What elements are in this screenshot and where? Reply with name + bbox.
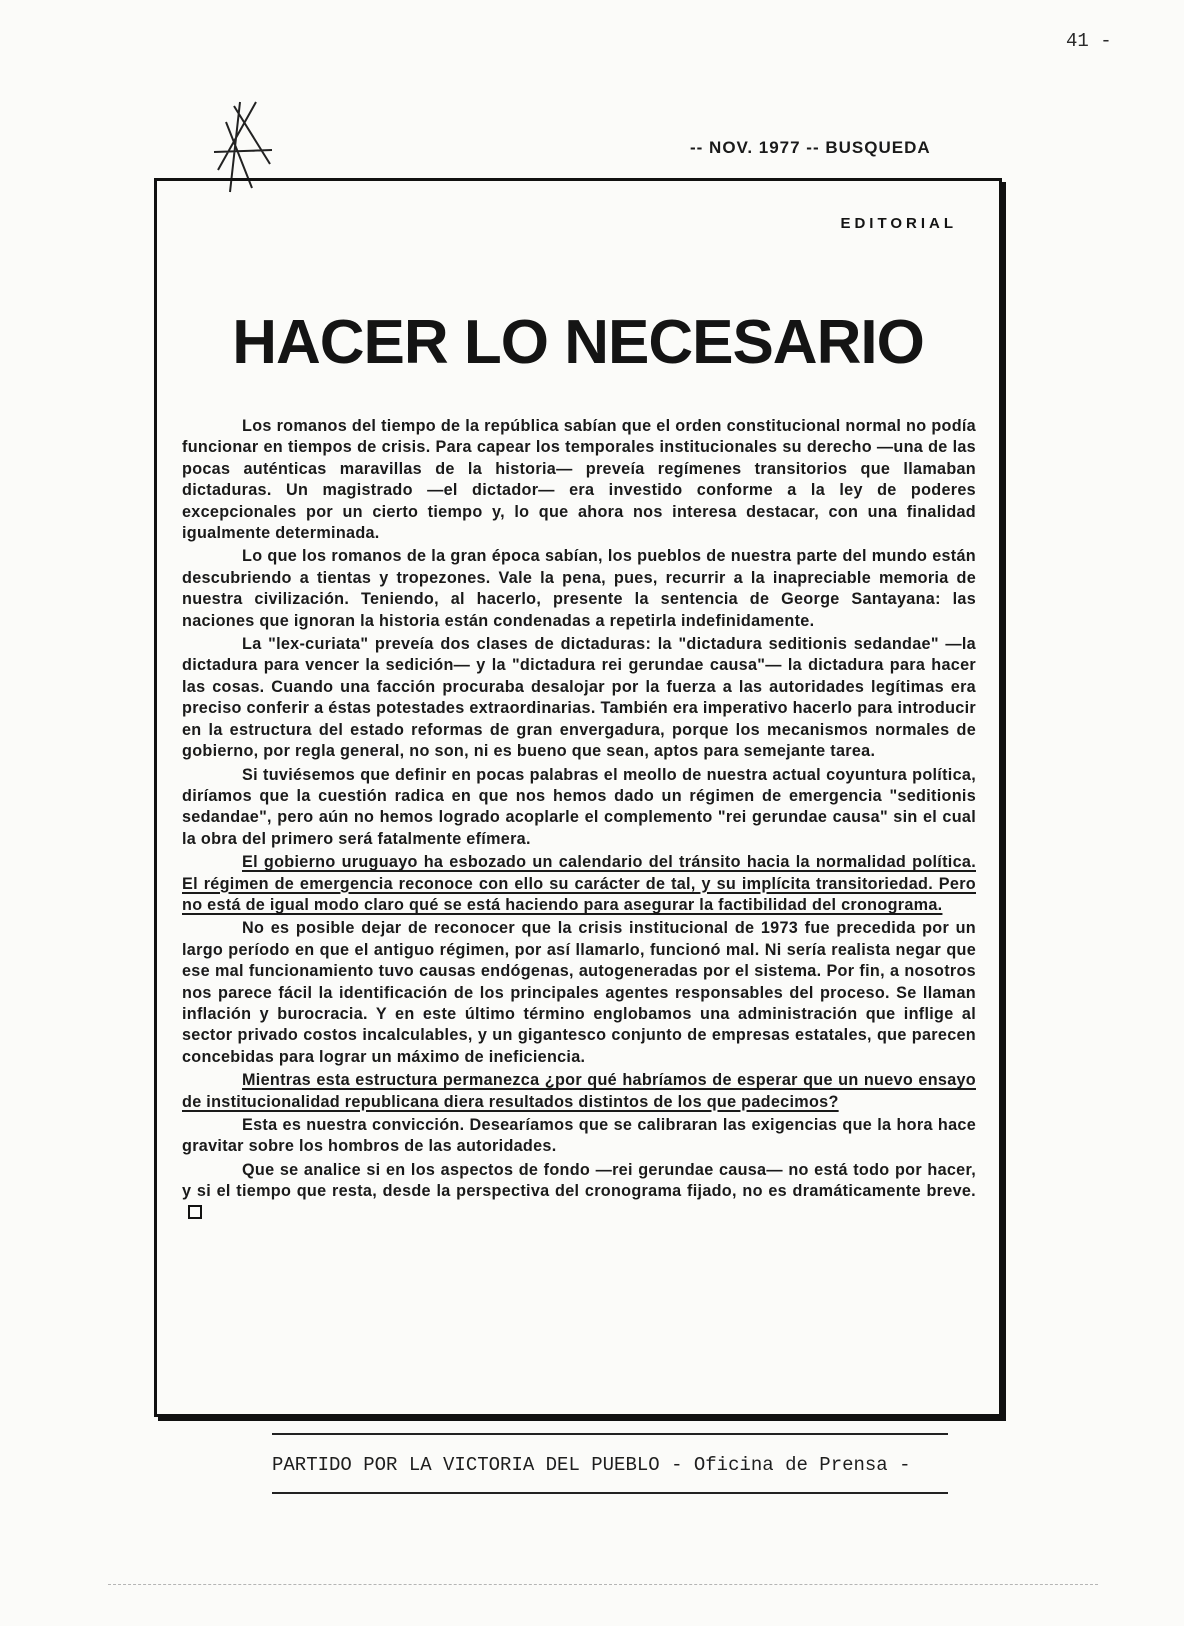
scan-edge-line — [108, 1584, 1098, 1585]
paragraph-7-text: Mientras esta estructura permanezca ¿por qué habríamos de esperar que un nuevo ensayo de institucionalidad republicana diera resultados distintos de los que padecimos? — [182, 1071, 976, 1111]
footer-rule-top — [272, 1433, 948, 1435]
section-label: EDITORIAL — [840, 215, 957, 232]
headline: HACER LO NECESARIO — [232, 308, 924, 377]
paragraph-1: Los romanos del tiempo de la república sabían que el orden constitucional normal no podía funcionar en tiempos de crisis. Para capear los temporales institucionales su derecho —una de las pocas auténticas maravillas de la historia— preveía regímenes transitorios que llamaban dictaduras. Un magistrado —el dictador— era investido conforme a la ley de poderes excepcionales por un cierto tiempo y, lo que ahora nos interesa destacar, con una finalidad igualmente determinada. — [182, 417, 976, 543]
end-square-icon — [188, 1205, 202, 1219]
editorial-frame — [154, 178, 1002, 1417]
paragraph-2: Lo que los romanos de la gran época sabían, los pueblos de nuestra parte del mundo están descubriendo a tientas y tropezones. Vale la pena, pues, recurrir a la inapreciable memoria de nuestra civilización. Teniendo, al hacerlo, presente la sentencia de George Santayana: las naciones que ignoran la historia están condenadas a repetirla indefinidamente. — [182, 547, 976, 630]
paragraph-7-underlined — [182, 1070, 976, 1113]
footer-rule-bottom — [272, 1492, 948, 1494]
header-note: -- NOV. 1977 -- BUSQUEDA — [690, 138, 931, 157]
paragraph-9: Que se analice si en los aspectos de fondo —rei gerundae causa— no está todo por hacer, y si el tiempo que resta, desde la perspectiva del cronograma fijado, no es dramáticamente breve. — [182, 1160, 976, 1201]
paragraph-4: Si tuviésemos que definir en pocas palabras el meollo de nuestra actual coyuntura política, diríamos que la cuestión radica en que nos hemos dado un régimen de emergencia "seditionis sedandae", pero aún no hemos logrado acoplarle el complemento "rei gerundae causa" sin el cual la obra del primero será fatalmente efímera. — [182, 765, 976, 848]
paragraph-9-wrapper — [182, 1160, 976, 1224]
article-body — [182, 416, 976, 1226]
paragraph-8: Esta es nuestra convicción. Desearíamos que se calibraran las exigencias que la hora hace gravitar sobre los hombros de las autoridades. — [182, 1116, 976, 1156]
page-number: 41 - — [1066, 30, 1112, 52]
paragraph-5-text: El gobierno uruguayo ha esbozado un calendario del tránsito hacia la normalidad política. El régimen de emergencia reconoce con ello su carácter de tal, y su implícita transitoriedad. Pero no está de igual modo claro qué se está haciendo para asegurar la factibilidad del cronograma. — [182, 853, 976, 914]
paragraph-6: No es posible dejar de reconocer que la crisis institucional de 1973 fue precedida por un largo período en que el antiguo régimen, por así llamarlo, funcionó mal. Ni sería realista negar que ese mal funcionamiento tuvo causas endógenas, autogeneradas por el sistema. Por fin, a nosotros nos parece fácil la identificación de los principales agentes responsables del proceso. Se llaman inflación y burocracia. Y en este último término englobamos una administración que inflige al sector privado costos incalculables, y un gigantesco conjunto de empresas estatales, que parecen concebidas para lograr un máximo de ineficiencia. — [182, 919, 976, 1066]
paragraph-5-underlined — [182, 852, 976, 916]
paragraph-3: La "lex-curiata" preveía dos clases de dictaduras: la "dictadura seditionis sedandae" —la dictadura para vencer la sedición— y la "dictadura rei gerundae causa"— la dictadura para hacer las cosas. Cuando una facción procuraba desalojar por la fuerza a las autoridades legítimas era preciso conferir a éstas potestades extraordinarias. También era imperativo hacerlo para introducir en la estructura del estado reformas de gran envergadura, porque los mecanismos normales de gobierno, por regla general, no son, ni es bueno que sean, aptos para semejante tarea. — [182, 635, 976, 761]
footer-text: PARTIDO POR LA VICTORIA DEL PUEBLO - Oficina de Prensa - — [272, 1454, 911, 1476]
